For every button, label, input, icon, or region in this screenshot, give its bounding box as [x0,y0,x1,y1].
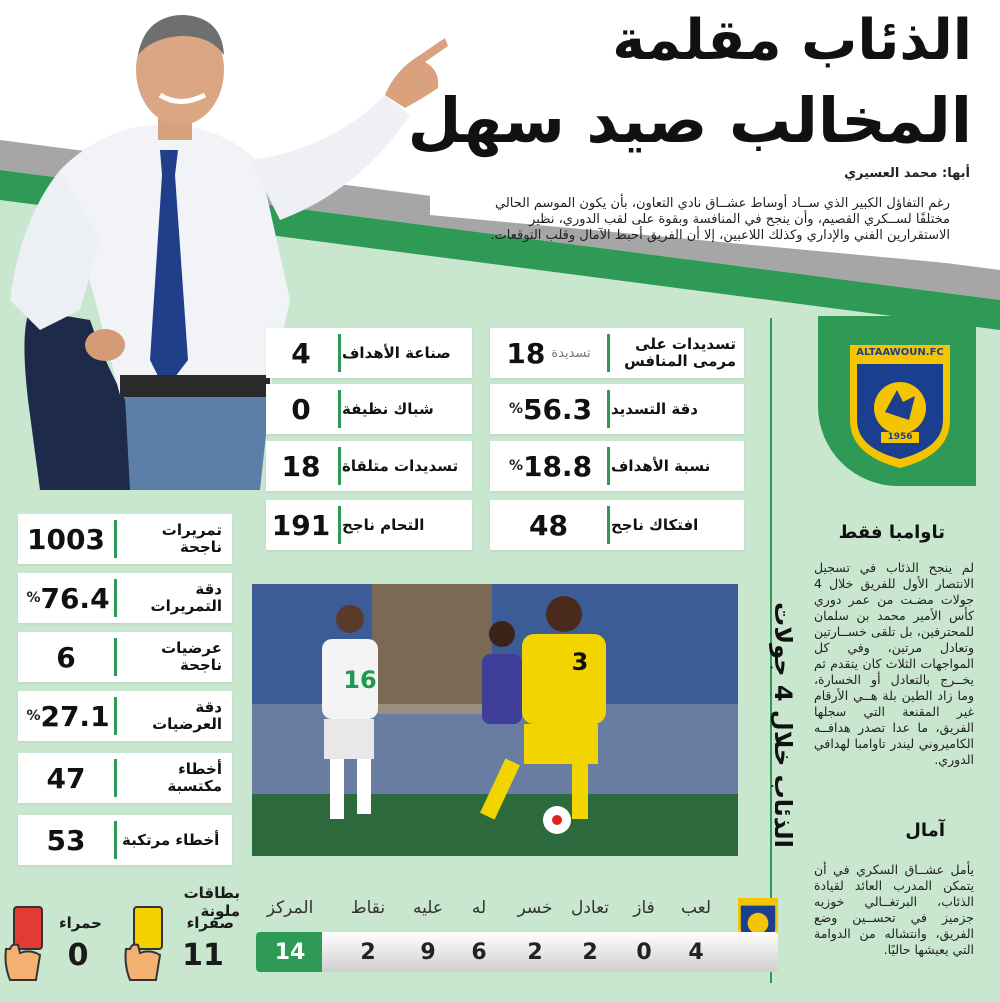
stat-card-clean-sheets [266,384,472,434]
stat-number: 6 [56,640,76,674]
intro-paragraph: رغم التفاؤل الكبير الذي ســاد أوساط عشــاق نادي التعاون، بأن يكون الموسم الحالي مختلفًا لســكري القصيم، وأن ينجح في المنافسة وبقوة على لقب الدوري، نظير الاستقرارين الفني والإداري وكذلك اللاعبين، إلا أن الفريق أحبط الآمال وقلب التوقعات. [490,196,950,243]
stat-card-passes [18,514,232,564]
standings-rank-cell: 14 [274,939,306,965]
stat-number: 27.1 [40,699,110,733]
stat-divider [114,520,117,558]
stat-unit: % [508,458,523,474]
yellow-card-hand-icon [120,905,168,985]
stat-label: تسديدات متلقاة [342,456,459,475]
stat-value: 18 [281,449,321,483]
standings-header: لعب [680,898,712,918]
stat-number: 1003 [27,522,105,556]
yellow-card-label: صفراء [186,914,234,932]
stat-card-goal-ratio [490,441,744,491]
stat-divider [338,506,341,544]
standings-cell: 2 [527,939,543,965]
section-body-tawamba: لم ينجح الذئاب في تسجيل الانتصار الأول للفريق خلال 4 جولات مضـت من عمر دوري كأس الأمير محمد بن سلمان للمحترفين، بل تلقى خســارتين وتعادل مرتين، وفي كل المواجهات الثلاث كان يتقدم ثم يخــرج بالتعادل أو الخسارة، وما زاد الطين بلة هــي الأرقام غير المقنعة التي سجلها الفريق، ما عدا تصدر هدافــه الكاميروني ليندر تاوامبا لهدافي الدوري. [814,560,974,767]
standings-header: له [471,898,487,918]
stat-value [22,753,110,803]
stat-divider [338,390,341,428]
stat-number: 18.8 [522,449,593,483]
stat-card-pass-accuracy [18,573,232,623]
headline-line-1: الذئاب مقلمة [612,8,972,73]
stat-card-duels [266,500,472,550]
stat-unit: % [508,401,523,417]
stat-unit: تسديدة [551,345,591,361]
stat-label: أخطاء مكتسبة [167,760,222,795]
section-heading-tawamba: تاوامبا فقط [838,522,945,543]
stat-divider [114,579,117,617]
stat-value [496,384,601,434]
red-card-hand-icon [0,905,48,985]
stat-label: نسبة الأهداف [611,456,711,475]
standings-header: تعادل [570,898,610,918]
stat-label: عرضيات ناجحة [161,639,222,674]
yellow-card-value: 11 [182,938,224,973]
standings-cell: 2 [360,939,376,965]
stat-number: 76.4 [40,581,110,615]
stat-card-crosses [18,632,232,682]
standings-cell: 6 [471,939,487,965]
photo-caption: الذئاب خلال 4 جولات [769,602,797,848]
standings-header: خسر [517,898,553,918]
stat-divider [338,447,341,485]
stat-divider [607,390,610,428]
stat-card-fouls-won [18,753,232,803]
stat-label: أخطاء مرتكبة [122,830,220,849]
stat-label: افتكاك ناجح [611,515,699,534]
stat-label: صناعة الأهداف [342,343,451,362]
stat-value [22,815,110,865]
red-card-value: 0 [67,938,89,973]
stat-card-shots-on-target [490,328,744,378]
standings-header: فاز [633,898,655,918]
section-heading-hopes: آمال [905,820,945,841]
stat-value: 0 [291,392,311,426]
stat-value [22,691,110,741]
stat-label: دقة العرضيات [152,698,222,733]
standings-cell: 9 [420,939,436,965]
match-photo [252,584,738,856]
stat-value [22,632,110,682]
stat-label: تسديدات على مرمى المنافس [624,335,736,370]
stat-value [22,573,110,623]
stat-number: 56.3 [522,392,593,426]
stat-divider [114,821,117,859]
standings-header: عليه [412,898,443,918]
stat-label: دقة التسديد [611,399,698,418]
stat-value [496,441,601,491]
stat-label: تمريرات ناجحة [161,521,222,556]
stat-value: 191 [271,508,331,542]
standings-cell: 2 [582,939,598,965]
stat-unit: % [26,590,41,606]
stat-label: شباك نظيفة [342,399,434,418]
headline-line-2: المخالب صيد سهل [407,84,972,157]
club-badge-icon [845,340,955,470]
stat-value [496,500,601,550]
green-player-number: 16 [343,666,377,694]
club-badge-year: 1956 [887,432,913,442]
stat-number: 48 [529,508,568,542]
stat-unit: % [26,708,41,724]
stat-number: 18 [506,336,546,370]
stat-value [22,514,110,564]
stat-divider [607,506,610,544]
byline: أبها: محمد العسيري [844,166,970,181]
standings-cell: 0 [636,939,652,965]
standings-cell: 4 [688,939,704,965]
stat-card-shots-conceded [266,441,472,491]
stat-value: 4 [291,336,311,370]
stat-divider [114,638,117,676]
club-badge-name: ALTAAWOUN.FC [856,347,944,358]
stat-divider [607,447,610,485]
stat-label: دقة التمريرات [150,580,222,615]
stat-card-shot-accuracy [490,384,744,434]
stat-card-assists [266,328,472,378]
stat-divider [338,334,341,372]
stat-divider [114,759,117,797]
stat-label: التحام ناجح [342,515,425,534]
standings-header: نقاط [350,898,386,918]
stat-card-fouls-committed [18,815,232,865]
red-card-label: حمراء [58,914,102,932]
stat-card-cross-accuracy [18,691,232,741]
section-body-hopes: يأمل عشــاق السكري في أن يتمكن المدرب العائد لقيادة الذئاب، البرتغــالي خوزيه جزميز في تحســين وضع الفريق، وانتشاله من الدوامة التي يعيشها حاليًا. [814,862,974,957]
stat-number: 53 [46,823,86,857]
stat-divider [114,697,117,735]
cards-title: بطاقات ملونة [183,884,240,920]
yellow-player-number: 3 [571,648,589,676]
stat-card-tackles [490,500,744,550]
stat-divider [607,334,610,372]
stat-number: 47 [46,761,86,795]
standings-header: المركز [266,898,314,918]
stat-value [496,328,601,378]
